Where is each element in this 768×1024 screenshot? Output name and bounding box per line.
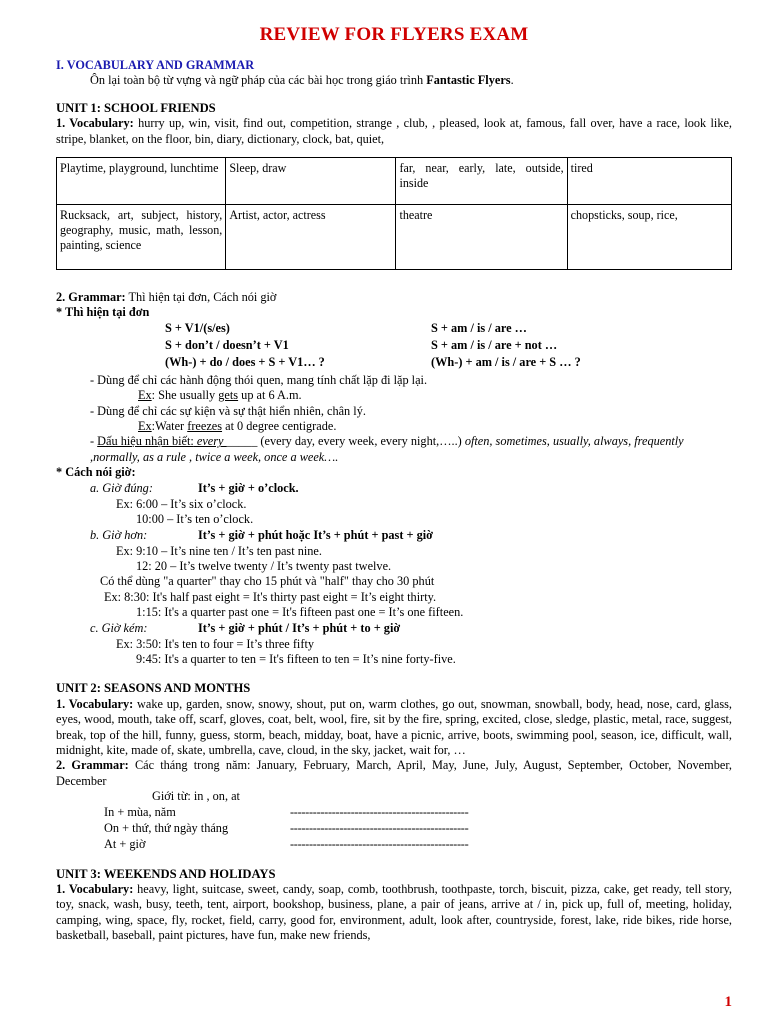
preposition-heading: Giới từ: in , on, at — [152, 789, 240, 804]
formula-positive: S + V1/(s/es) — [165, 320, 230, 335]
document-page — [56, 22, 732, 944]
table-cell: Playtime, playground, lunchtime — [57, 158, 226, 205]
time-example: Ex: 9:10 – It’s nine ten / It’s ten past nine. — [116, 543, 322, 558]
table-cell: Artist, actor, actress — [226, 205, 396, 270]
table-cell: far, near, early, late, outside, inside — [396, 158, 567, 205]
table-cell: theatre — [396, 205, 567, 270]
section-intro: Ôn lại toàn bộ từ vựng và ngữ pháp của các bài học trong giáo trình Fantastic Flyers. — [90, 73, 514, 88]
example-habit: Ex: She usually gets up at 6 A.m. — [138, 388, 302, 403]
unit3-heading: UNIT 3: WEEKENDS AND HOLIDAYS — [56, 866, 276, 881]
time-example: Ex: 6:00 – It’s six o’clock. — [116, 496, 247, 511]
formula-question: (Wh-) + do / does + S + V1… ? — [165, 354, 325, 369]
time-heading: * Cách nói giờ: — [56, 465, 136, 480]
time-example: 12: 20 – It’s twelve twenty / It’s twenty past twelve. — [136, 558, 392, 573]
unit2-grammar: 2. Grammar: Các tháng trong năm: January, February, March, April, May, June, July, August, September, October, November, December — [56, 758, 732, 788]
formula-be-negative: S + am / is / are + not … — [431, 337, 558, 352]
time-example: 1:15: It's a quarter past one = It's fifteen past one = It’s one fifteen. — [136, 605, 464, 620]
unit1-vocabulary: 1. Vocabulary: hurry up, win, visit, find out, competition, strange , club, , pleased, look at, famous, fall over, have a race, look like, stripe, blanket, on the floor, bin, diary, dictionary, clock, bat, quiet, — [56, 116, 733, 146]
formula-be-positive: S + am / is / are … — [431, 320, 527, 335]
table-row — [57, 158, 732, 205]
preposition-row: In + mùa, năm ----------------------------------------------- — [104, 804, 469, 819]
unit3-vocabulary: 1. Vocabulary: heavy, light, suitcase, sweet, candy, soap, comb, toothbrush, toothpaste, torch, biscuit, pizza, cake, get ready, tell story, toy, snack, wash, busy, teeth, tent, airport, bookshop, business, plane, a pair of jeans, arrive at / in, pick up, full of, meeting, holiday, camping, wing, space, fly, rocket, field, carry, good for, environment, adult, look after, countryside, forest, lake, ride bikes, ride horse, basketball, baseball, paint pictures, have fun, make new friends, — [56, 882, 733, 943]
usage-habit: - Dùng để chỉ các hành động thói quen, mang tính chất lặp đi lặp lại. — [90, 372, 428, 387]
time-oclock-row: a. Giờ đúng: It’s + giờ + o’clock. — [90, 480, 299, 495]
time-example: Ex: 8:30: It's half past eight = It's thirty past eight = It’s eight thirty. — [104, 589, 437, 604]
time-to-row: c. Giờ kém: It’s + giờ + phút / It’s + phút + to + giờ — [90, 620, 401, 635]
present-simple-heading: * Thì hiện tại đơn — [56, 305, 150, 320]
unit2-vocabulary: 1. Vocabulary: wake up, garden, snow, snowy, shout, put on, warm clothes, go out, snowman, snowball, body, head, nose, card, glass, eyes, wood, mouth, take off, scarf, gloves, coat, belt, wool, fire, sit by the fire, spring, excited, close, sledge, plastic, metal, race, suggest, break, top of the hill, funny, guess, storm, beach, midday, boat, have a picnic, arrive, boots, swimming pool, season, ice, difficult, wall, midnight, kite, made of, skate, umbrella, cave, cloud, in the sky, jacket, wait for, … — [56, 696, 732, 757]
table-cell: Rucksack, art, subject, history, geography, music, math, lesson, painting, science — [57, 205, 226, 270]
signal-words: - Dấu hiệu nhận biết: every _____ (every day, every week, every night,…..) often, sometimes, usually, always, frequently ,normally, as a rule , twice a week, once a week…. — [90, 434, 684, 464]
vocabulary-table — [56, 157, 732, 270]
table-row — [57, 205, 732, 270]
present-simple-formulas — [56, 321, 732, 373]
time-past-row: b. Giờ hơn: It’s + giờ + phút hoặc It’s + phút + past + giờ — [90, 527, 433, 542]
preposition-row: At + giờ ----------------------------------------------- — [104, 836, 469, 851]
unit1-grammar: 2. Grammar: Thì hiện tại đơn, Cách nói giờ — [56, 290, 277, 305]
quarter-note: Có thể dùng "a quarter" thay cho 15 phút và "half" thay cho 30 phút — [100, 574, 435, 589]
preposition-row: On + thứ, thứ ngày tháng ----------------------------------------------- — [104, 820, 469, 835]
unit1-heading: UNIT 1: SCHOOL FRIENDS — [56, 100, 216, 115]
page-number: 1 — [724, 994, 732, 1010]
time-example: 10:00 – It’s ten o’clock. — [136, 512, 254, 527]
table-cell: Sleep, draw — [226, 158, 396, 205]
time-example: 9:45: It's a quarter to ten = It's fifteen to ten = It’s nine forty-five. — [136, 651, 456, 666]
unit2-heading: UNIT 2: SEASONS AND MONTHS — [56, 681, 251, 696]
section-heading: I. VOCABULARY AND GRAMMAR — [56, 58, 255, 72]
document-title: REVIEW FOR FLYERS EXAM — [259, 24, 529, 45]
usage-truth: - Dùng để chỉ các sự kiện và sự thật hiển nhiên, chân lý. — [90, 403, 366, 418]
example-truth: Ex:Water freezes at 0 degree centigrade. — [138, 419, 337, 434]
table-cell: chopsticks, soup, rice, — [567, 205, 731, 270]
formula-negative: S + don’t / doesn’t + V1 — [165, 337, 289, 352]
time-example: Ex: 3:50: It's ten to four = It’s three fifty — [116, 636, 315, 651]
formula-be-question: (Wh-) + am / is / are + S … ? — [431, 354, 581, 369]
table-cell: tired — [567, 158, 731, 205]
